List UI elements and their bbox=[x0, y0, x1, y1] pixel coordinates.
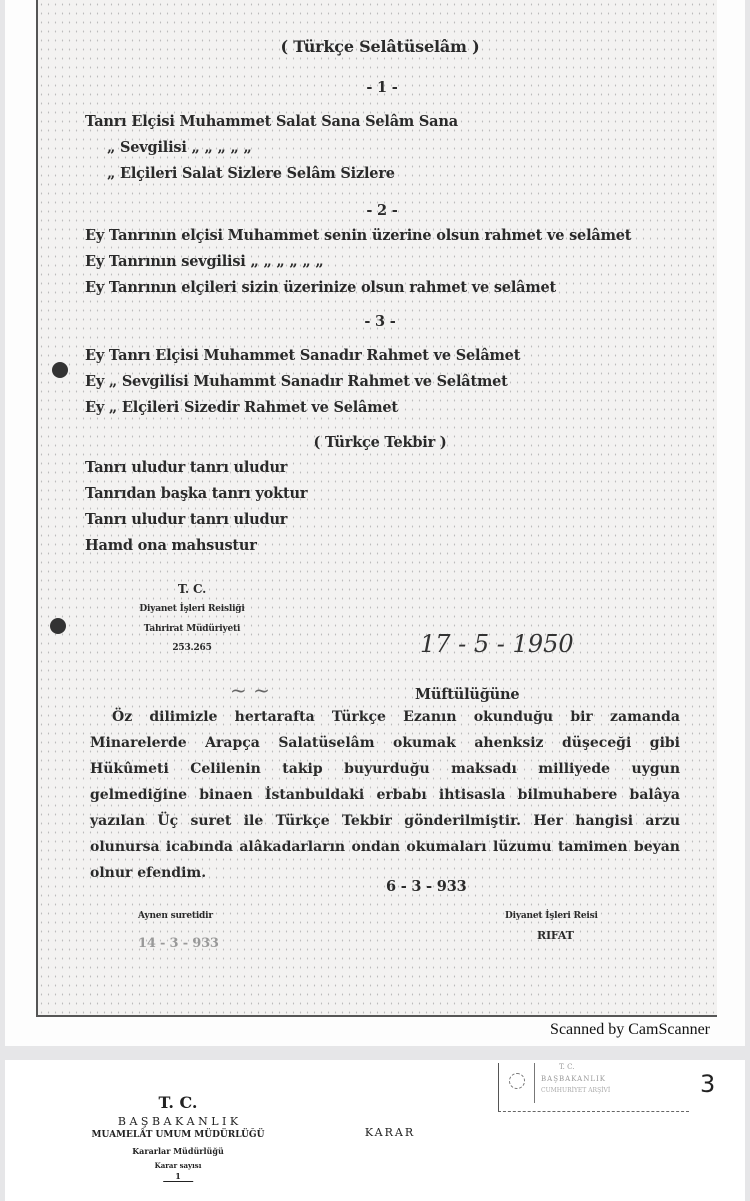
stamp-line: BAŞBAKANLIK bbox=[541, 1075, 606, 1083]
section-number: - 1 - bbox=[366, 79, 398, 96]
signer-name: RIFAT bbox=[537, 929, 574, 942]
punch-hole bbox=[52, 362, 68, 378]
verse-line: Ey „ Sevgilisi Muhammt Sanadır Rahmet ve Selâtmet bbox=[85, 373, 508, 390]
verse-line: „ Elçileri Salat Sizlere Selâm Sizlere bbox=[107, 165, 395, 182]
punch-hole bbox=[50, 618, 66, 634]
camscanner-watermark: Scanned by CamScanner bbox=[550, 1021, 710, 1038]
copy-date: 14 - 3 - 933 bbox=[138, 936, 219, 951]
page-number: 3 bbox=[700, 1070, 716, 1098]
letterhead-number: 253.265 bbox=[172, 643, 212, 653]
tekbir-line: Tanrıdan başka tanrı yoktur bbox=[85, 485, 308, 502]
page2-directorate: MUAMELÂT UMUM MÜDÜRLÜĞÜ bbox=[91, 1130, 265, 1140]
verse-line: Ey Tanrının elçisi Muhammet senin üzerine olsun rahmet ve selâmet bbox=[85, 227, 632, 244]
section-number: - 3 - bbox=[364, 313, 396, 330]
tekbir-line: Hamd ona mahsustur bbox=[85, 537, 257, 554]
verse-line: Ey Tanrı Elçisi Muhammet Sanadır Rahmet ve Selâmet bbox=[85, 347, 521, 364]
tekbir-line: Tanrı uludur tanrı uludur bbox=[85, 511, 288, 528]
verse-line: Ey Tanrının elçileri sizin üzerinize olsun rahmet ve selâmet bbox=[85, 279, 556, 296]
body-paragraph: Öz dilimizle hertarafta Türkçe Ezanın okunduğu bir zamanda Minarelerde Arapça Salatüselâm okumak ahenksiz düşeceği gibi Hükûmeti Celilenin takip buyurduğu maksadı milliyede uygun gelmediğine binaen İstanbuldaki erbabı ihtisasla bilmuhabere balâya yazılan Üç suret ile Türkçe Tekbir gönderilmiştir. Her hangisi arzu olunursa icabında alâkadarların ondan okumaları lüzumu tamimen beyan olnur efendim. bbox=[90, 709, 680, 881]
tekbir-title: ( Türkçe Tekbir ) bbox=[313, 434, 447, 451]
document-title: ( Türkçe Selâtüselâm ) bbox=[280, 37, 480, 56]
stamp-line: CUMHURİYET ARŞİVİ bbox=[541, 1087, 611, 1094]
handwritten-date: 17 - 5 - 1950 bbox=[420, 630, 574, 658]
signer-title: Diyanet İşleri Reisi bbox=[505, 911, 598, 921]
letterhead-office: Diyanet İşleri Reisliği bbox=[139, 604, 245, 614]
section-number: - 2 - bbox=[366, 202, 398, 219]
page2-office: B A Ş B A K A N L I K bbox=[117, 1115, 239, 1128]
document-date: 6 - 3 - 933 bbox=[386, 878, 467, 895]
page2-subunit: Kararlar Müdürlüğü bbox=[132, 1146, 224, 1156]
verse-line: Tanrı Elçisi Muhammet Salat Sana Selâm Sana bbox=[85, 113, 458, 130]
verse-line: Ey Tanrının sevgilisi „ „ „ „ „ „ bbox=[85, 253, 324, 270]
karar-sayisi-label: Karar sayısı bbox=[154, 1161, 202, 1170]
addressee: Müftülüğüne bbox=[415, 686, 520, 703]
stamp-line: T. C. bbox=[559, 1063, 575, 1071]
tekbir-line: Tanrı uludur tanrı uludur bbox=[85, 459, 288, 476]
archive-stamp bbox=[498, 1063, 689, 1112]
copy-note: Aynen suretidir bbox=[138, 911, 213, 921]
letterhead-tc: T. C. bbox=[177, 582, 207, 596]
verse-line: „ Sevgilisi „ „ „ „ „ bbox=[107, 139, 252, 156]
crescent-emblem-icon bbox=[509, 1073, 525, 1089]
letterhead-unit: Tahrirat Müdüriyeti bbox=[143, 624, 241, 634]
verse-line: Ey „ Elçileri Sizedir Rahmet ve Selâmet bbox=[85, 399, 398, 416]
karar-heading: KARAR bbox=[364, 1126, 416, 1139]
page2-tc: T. C. bbox=[158, 1093, 198, 1112]
karar-sayisi: 1 bbox=[163, 1171, 193, 1182]
handwritten-signature: ~ ~ bbox=[230, 678, 270, 702]
